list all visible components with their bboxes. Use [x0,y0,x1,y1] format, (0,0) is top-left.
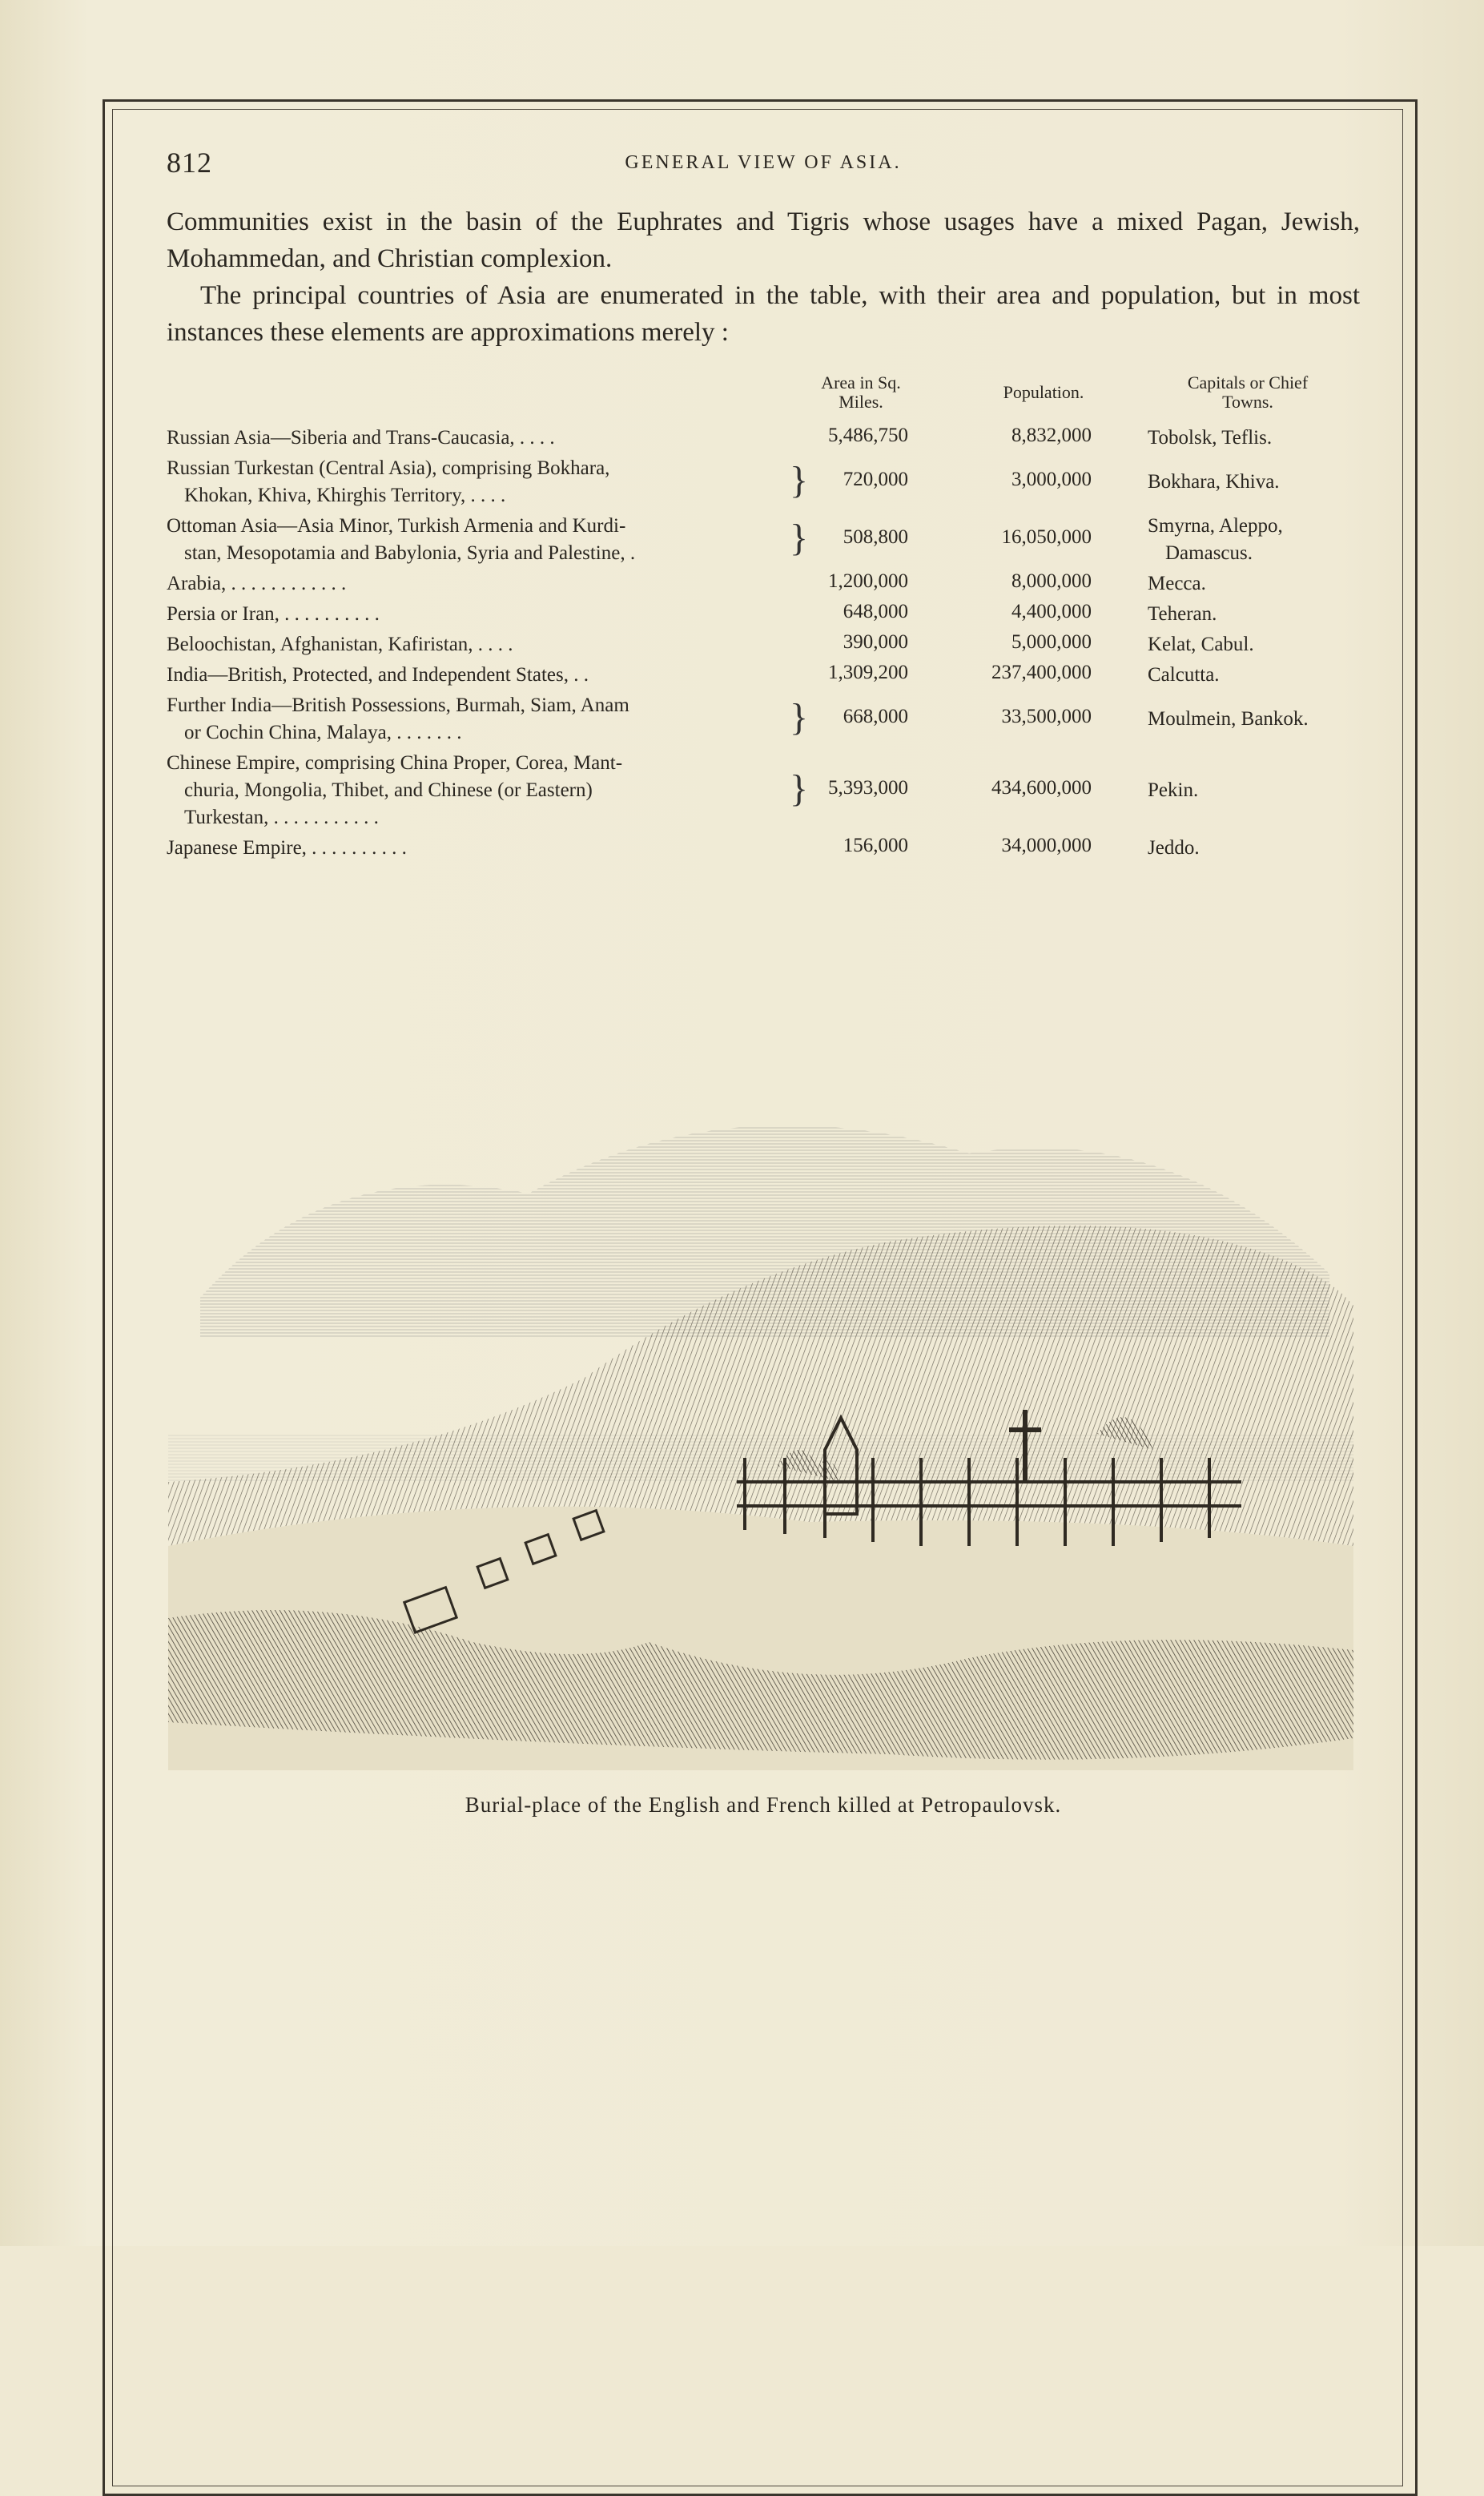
table-row [167,692,1360,747]
country-name [167,513,791,567]
brace-icon: } [790,696,809,739]
table-row [167,513,1360,567]
table-row [167,750,1360,831]
brace-icon: } [790,767,809,810]
table-row [167,631,1360,658]
capital-value [1148,777,1364,804]
country-name-line: India—British, Protected, and Independent States, . . [167,664,589,686]
country-name-line: Ottoman Asia—Asia Minor, Turkish Armenia and Kurdi- [167,515,626,537]
country-name-line: Chinese Empire, comprising China Proper, Corea, Mant- [167,752,623,774]
population-value: 434,600,000 [991,777,1092,799]
paragraph: Communities exist in the basin of the Euphrates and Tigris whose usages have a mixed Pagan, Jewish, Mohammedan, and Christian complexion. [167,207,1360,273]
running-title: GENERAL VIEW OF ASIA. [625,152,902,173]
population-value: 237,400,000 [991,662,1092,683]
country-name [167,570,791,598]
table-row [167,835,1360,862]
country-name-line: stan, Mesopotamia and Babylonia, Syria and Palestine, . [184,542,636,564]
body-text [167,203,1360,351]
area-value: 648,000 [843,601,908,622]
population-value: 5,000,000 [1011,631,1092,653]
area-value: 720,000 [843,469,908,490]
burial-place-engraving [168,1033,1353,1770]
header-area: Area in Sq. Miles. [821,372,901,412]
capital-value [1148,601,1364,628]
population-value: 16,050,000 [1001,526,1092,548]
area-value: 5,393,000 [828,777,908,799]
capital-value [1148,570,1364,598]
table-row [167,601,1360,628]
running-head [167,146,1360,186]
area-value: 156,000 [843,835,908,856]
capital-value [1148,631,1364,658]
population-value: 34,000,000 [1001,835,1092,856]
country-name-line: Russian Turkestan (Central Asia), comprising Bokhara, [167,457,610,479]
paragraph: The principal countries of Asia are enumerated in the table, with their area and population, but in most instances these elements are approximations merely : [167,281,1360,347]
country-name [167,662,791,689]
capital-line: Calcutta. [1148,664,1220,686]
population-value: 3,000,000 [1011,469,1092,490]
country-name [167,835,791,862]
capital-line: Kelat, Cabul. [1148,634,1254,655]
capital-line: Pekin. [1148,779,1199,801]
capital-value [1148,662,1364,689]
area-value: 508,800 [843,526,908,548]
capital-line: Jeddo. [1148,837,1200,859]
country-name-line: Further India—British Possessions, Burmah, Siam, Anam [167,694,629,716]
capital-line: Teheran. [1148,603,1217,625]
capital-line: Damascus. [1165,542,1253,564]
country-name [167,631,791,658]
population-value: 8,832,000 [1011,425,1092,446]
country-name [167,692,791,747]
country-name [167,750,791,831]
brace-icon: } [790,517,809,559]
country-name-line: Khokan, Khiva, Khirghis Territory, . . . . [184,485,506,506]
population-value: 8,000,000 [1011,570,1092,592]
header-capitals: Capitals or Chief Towns. [1187,372,1309,412]
page-number: 812 [167,147,212,179]
country-name-line: Russian Asia—Siberia and Trans-Caucasia, . . . . [167,427,555,449]
country-name-line: Beloochistan, Afghanistan, Kafiristan, . . . . [167,634,513,655]
area-value: 5,486,750 [828,425,908,446]
country-name [167,601,791,628]
capital-value [1148,425,1364,452]
country-name-line: churia, Mongolia, Thibet, and Chinese (or Eastern) [184,779,593,801]
area-value: 1,309,200 [828,662,908,683]
capital-line: Smyrna, Aleppo, [1148,515,1283,537]
country-name-line: Japanese Empire, . . . . . . . . . . [167,837,407,859]
country-name-line: Persia or Iran, . . . . . . . . . . [167,603,380,625]
country-name-line: Arabia, . . . . . . . . . . . . [167,573,347,594]
capital-value [1148,513,1364,567]
area-value: 1,200,000 [828,570,908,592]
table-row [167,455,1360,509]
population-value: 33,500,000 [1001,706,1092,727]
country-name [167,425,791,452]
figure-caption: Burial-place of the English and French killed at Petropaulovsk. [465,1793,1062,1817]
capital-line: Tobolsk, Teflis. [1148,427,1273,449]
capital-value [1148,706,1364,733]
capital-value [1148,469,1364,496]
country-name-line: Turkestan, . . . . . . . . . . . [184,807,379,828]
table-row [167,570,1360,598]
capital-value [1148,835,1364,862]
capital-line: Moulmein, Bankok. [1148,708,1309,730]
capital-line: Mecca. [1148,573,1206,594]
area-value: 390,000 [843,631,908,653]
country-name-line: or Cochin China, Malaya, . . . . . . . [184,722,462,743]
table-row [167,425,1360,452]
population-value: 4,400,000 [1011,601,1092,622]
capital-line: Bokhara, Khiva. [1148,471,1280,493]
table-row [167,662,1360,689]
area-value: 668,000 [843,706,908,727]
country-name [167,455,791,509]
brace-icon: } [790,459,809,501]
header-population: Population. [1003,382,1084,402]
